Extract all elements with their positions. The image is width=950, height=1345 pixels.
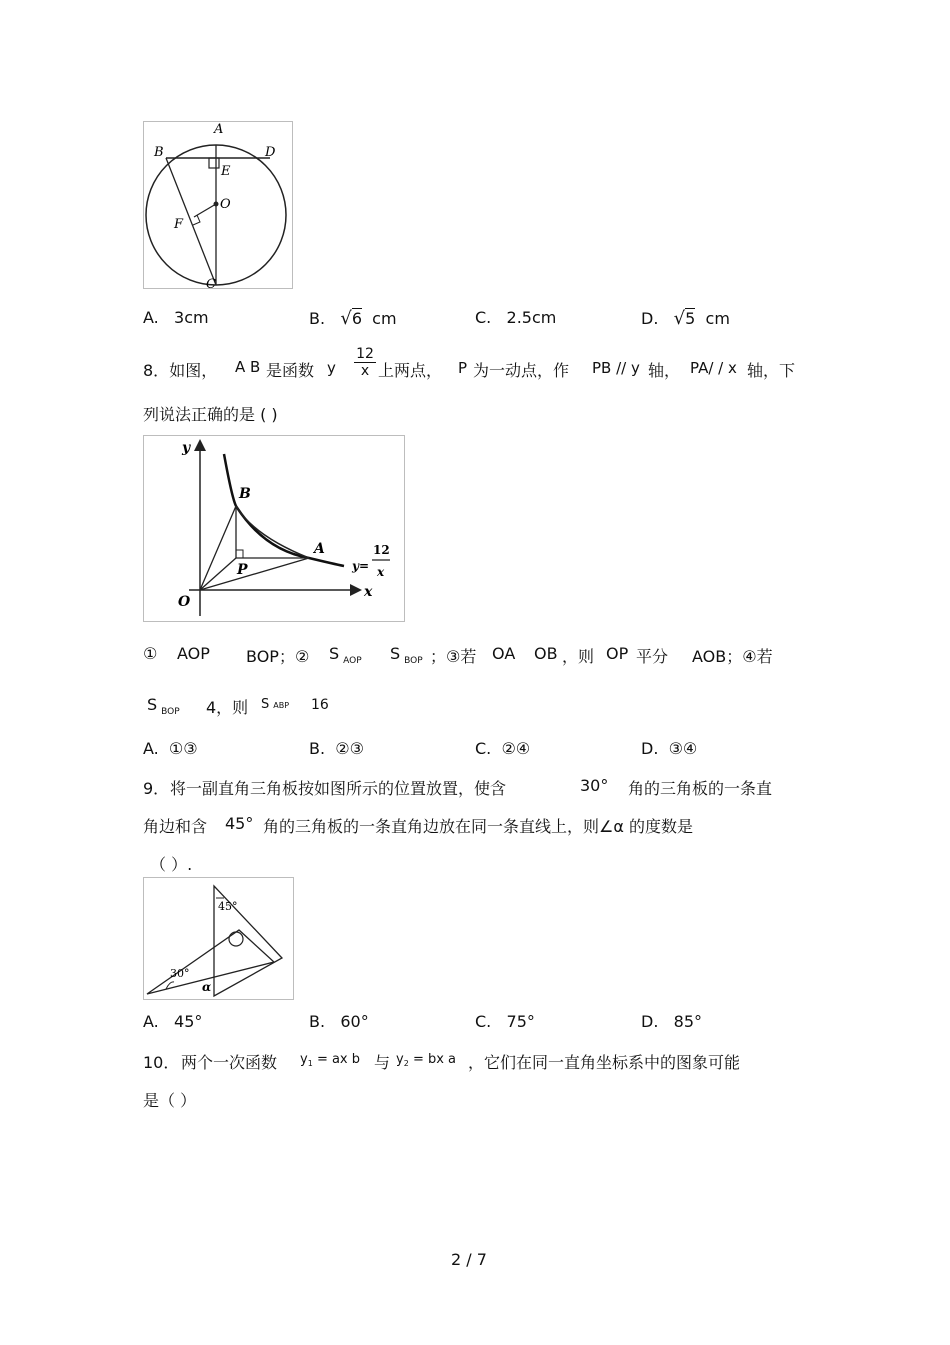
origin-label: O [178, 594, 191, 610]
q8-s2-s2: S $_{BOP}$ [390, 644, 423, 666]
q8-option-b[interactable]: B. ②③ [309, 739, 364, 758]
q9-line1-a: 将一副直角三角板按如图所示的位置放置，使含 [170, 779, 507, 798]
q9-line2-b: 角的三角板的一条直角边放在同一条直线上，则∠α 的度数是 [263, 817, 693, 836]
curve-eq-num: 12 [373, 543, 390, 557]
label-d: D [265, 145, 276, 160]
q8-text-b: 是函数 [266, 361, 315, 380]
q8-s3-if: ；③若 [430, 647, 477, 666]
label-e: E [221, 164, 231, 179]
label-o: O [220, 197, 231, 212]
angle-alpha-label: α [202, 980, 212, 994]
sqrt-sign-icon: √ [340, 308, 352, 329]
q8-s3-aob: AOB；④若 [692, 647, 773, 666]
q9-option-a[interactable]: A. 45° [143, 1012, 203, 1031]
label-b: B [154, 145, 164, 160]
q8-option-c[interactable]: C. ②④ [475, 739, 531, 758]
q7-option-a[interactable]: A. 3cm [143, 308, 209, 327]
q10-eq2: $y_2$ = bx a [396, 1052, 457, 1068]
q8-p: P [458, 359, 468, 377]
q7-option-b[interactable]: B. √6 cm [309, 308, 397, 329]
q9-option-d[interactable]: D. 85° [641, 1012, 703, 1031]
q8-option-a[interactable]: A. ①③ [143, 739, 198, 758]
q10-eq1: $y_1$ = ax b [300, 1052, 361, 1068]
sqrt-sign-icon: √ [673, 308, 686, 329]
q8-s4-val2: 16 [311, 697, 329, 713]
q10-text-b: ，它们在同一直角坐标系中的图象可能 [468, 1053, 741, 1072]
q8-fraction: 12 x [354, 346, 376, 379]
q8-question-line2: 列说法正确的是 ( ) [143, 405, 278, 424]
q10-number: 10． [143, 1053, 180, 1072]
q10-with: 与 [374, 1053, 391, 1072]
q8-text-c: 上两点， [378, 361, 443, 380]
label-f: F [174, 217, 184, 232]
point-p-label: P [237, 562, 248, 578]
q8-text-e: 轴， [648, 361, 681, 380]
curve-eq-y: y= [352, 559, 370, 573]
q8-s1-aop: AOP [177, 644, 210, 663]
q9-number: 9． [143, 779, 170, 798]
q8-question-line1: 8．如图， [143, 361, 218, 380]
q8-s3-then: ，则 [562, 647, 595, 666]
q8-s3-ob: OB [534, 644, 558, 663]
q9-deg45: 45° [225, 814, 254, 833]
point-b-label: B [239, 486, 251, 502]
q7-option-d[interactable]: D. √5 cm [641, 308, 730, 329]
curve-eq-den: x [377, 565, 385, 579]
q8-s4-s3: SABP [261, 697, 290, 712]
q8-y: y [327, 359, 336, 377]
q8-s1-bop: BOP；② [246, 647, 310, 666]
q8-pa: PA/ / x [690, 359, 737, 377]
page-number: 2 / 7 [451, 1250, 487, 1269]
axis-x-label: x [364, 584, 373, 600]
q9-option-c[interactable]: C. 75° [475, 1012, 535, 1031]
q10-line2: 是（ ） [143, 1091, 197, 1110]
q8-text-d: 为一动点，作 [473, 361, 570, 380]
q7-circle-figure [143, 121, 293, 289]
point-a-label: A [314, 541, 325, 557]
q9-line2-a: 角边和含 [143, 817, 208, 836]
q7-option-c[interactable]: C. 2.5cm [475, 308, 557, 327]
angle-30-label: 30° [170, 967, 190, 980]
q8-s4-s: S $_{BOP}$ [147, 695, 180, 717]
q8-pb: PB // y [592, 359, 640, 377]
q8-graph-figure [143, 435, 405, 622]
q8-s2-s1: S $_{AOP}$ [329, 644, 362, 666]
label-c: C [206, 277, 216, 288]
q9-line3: （ ）. [150, 855, 193, 874]
q9-deg30: 30° [580, 776, 609, 795]
angle-45-label: 45° [218, 900, 238, 913]
q8-s3-op: OP [606, 644, 629, 663]
label-a: A [214, 122, 224, 137]
axis-y-label: y [182, 440, 191, 456]
q8-text-f: 轴，下 [747, 361, 796, 380]
q8-s3-oa: OA [492, 644, 516, 663]
q8-ab: A B [235, 358, 261, 376]
q10-text-a: 两个一次函数 [181, 1053, 278, 1072]
q8-s4-val: 4，则 [206, 698, 249, 717]
q8-s1-circle: ① [143, 644, 158, 663]
q8-option-d[interactable]: D. ③④ [641, 739, 698, 758]
q9-line1-b: 角的三角板的一条直 [628, 779, 773, 798]
q8-s3-bisect: 平分 [636, 647, 669, 666]
q9-option-b[interactable]: B. 60° [309, 1012, 369, 1031]
q9-triangles-figure [143, 877, 294, 1000]
